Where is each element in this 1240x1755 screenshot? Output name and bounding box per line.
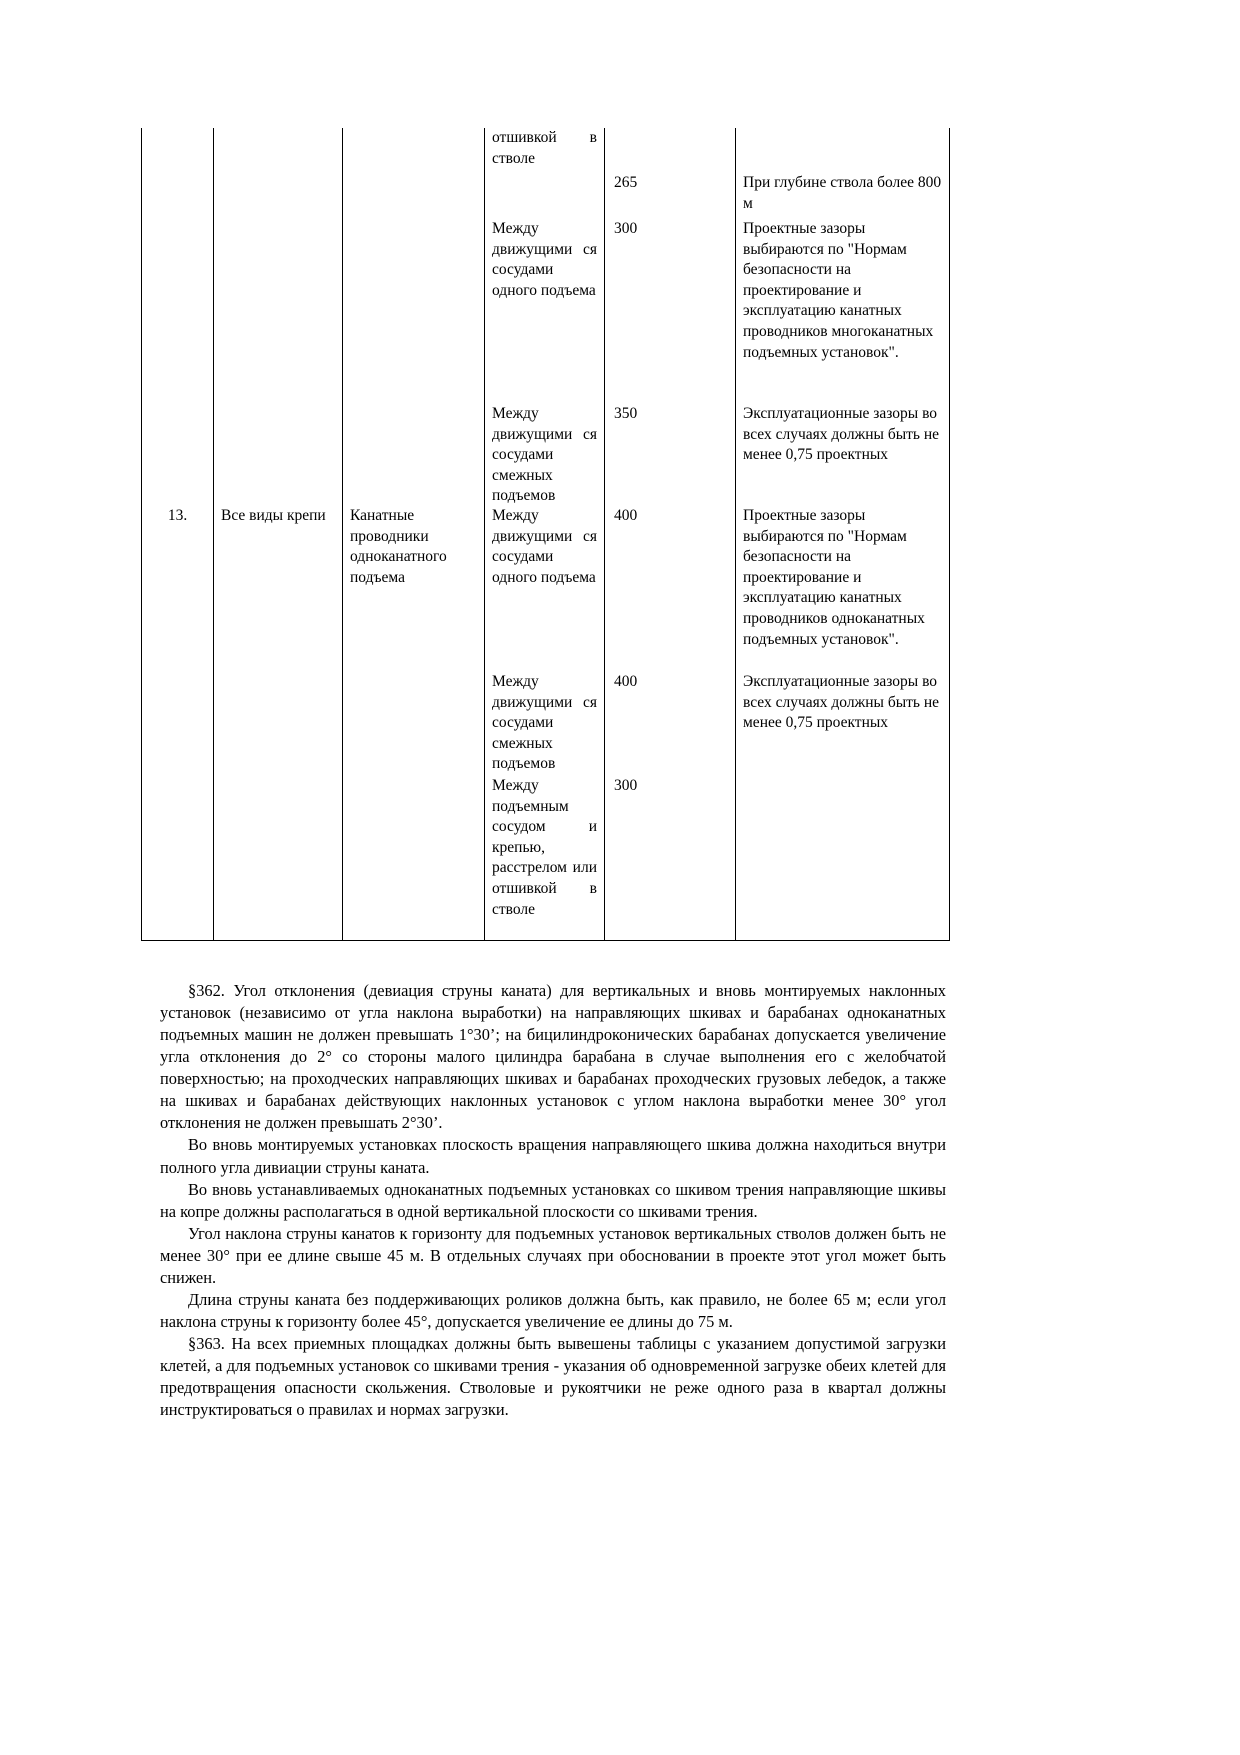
cell-support-type bbox=[214, 128, 343, 941]
gap-value-5: 300 bbox=[614, 777, 638, 794]
paragraph-363: §363. На всех приемных площадках должны быть вывешены таблицы с указанием допустимой загрузки клетей, а для подъемных установок со шкивами трения - указания об одновременной загрузке обеих клетей для предотвращения опасности скольжения. Стволовые и рукоятчики не реже одного раза в квартал должны инструктироваться о правилах и нормах загрузки. bbox=[160, 1334, 946, 1420]
gap-location-continued: отшивкой в стволе bbox=[492, 129, 597, 167]
gap-value-3: 400 bbox=[614, 507, 638, 524]
gap-value-2: 350 bbox=[614, 405, 638, 422]
gap-location-2: Между движущими ся сосудами смежных подъемов bbox=[492, 405, 597, 505]
note-0: При глубине ствола более 800 м bbox=[743, 174, 942, 212]
body-text bbox=[160, 980, 946, 1421]
cell-row-number bbox=[142, 128, 214, 941]
gap-location-1: Между движущими ся сосудами одного подъема bbox=[492, 220, 597, 299]
cell-notes bbox=[736, 128, 950, 941]
note-3: Проектные зазоры выбираются по "Нормам безопасности на проектирование и эксплуатацию канатных проводников одноканатных подъемных установок". bbox=[743, 507, 925, 648]
cell-conductor-type bbox=[343, 128, 485, 941]
gap-value-1: 300 bbox=[614, 220, 638, 237]
cell-gap-locations bbox=[485, 128, 605, 941]
paragraph-rope-angle: Угол наклона струны канатов к горизонту для подъемных установок вертикальных стволов должен быть не менее 30° при ее длине свыше 45 м. В отдельных случаях при обосновании в проекте этот угол может быть снижен. bbox=[160, 1223, 946, 1287]
regulations-table bbox=[141, 128, 950, 941]
paragraph-rope-length: Длина струны каната без поддерживающих роликов должна быть, как правило, не более 65 м; если угол наклона струны к горизонту более 45°, допускается увеличение ее длины до 75 м. bbox=[160, 1289, 946, 1331]
gap-value-0: 265 bbox=[614, 174, 638, 191]
note-2: Эксплуатационные зазоры во всех случаях должны быть не менее 0,75 проектных bbox=[743, 405, 940, 464]
conductor-type-value: Канатные проводники одноканатного подъема bbox=[350, 507, 447, 586]
note-1: Проектные зазоры выбираются по "Нормам безопасности на проектирование и эксплуатацию канатных проводников многоканатных подъемных установок". bbox=[743, 220, 934, 361]
table-row bbox=[142, 128, 950, 941]
gap-location-5: Между подъемным сосудом и крепью, расстрелом или отшивкой в стволе bbox=[492, 777, 597, 918]
cell-gap-values bbox=[605, 128, 736, 941]
gap-value-4: 400 bbox=[614, 673, 638, 690]
row-number-value: 13. bbox=[167, 507, 188, 524]
regulations-table-wrapper bbox=[141, 128, 949, 941]
support-type-value: Все виды крепи bbox=[221, 507, 326, 524]
note-4: Эксплуатационные зазоры во всех случаях должны быть не менее 0,75 проектных bbox=[743, 673, 940, 732]
paragraph-rotation-plane: Во вновь монтируемых установках плоскость вращения направляющего шкива должна находиться внутри полного угла дивиации струны каната. bbox=[160, 1135, 946, 1177]
gap-location-3: Между движущими ся сосудами одного подъема bbox=[492, 507, 597, 586]
paragraph-362: §362. Угол отклонения (девиация струны каната) для вертикальных и вновь монтируемых наклонных установок (независимо от угла наклона выработки) на направляющих шкивах и барабанах одноканатных подъемных машин не должен превышать 1°30’; на бицилиндроконических барабанах допускается увеличение угла отклонения до 2° со стороны малого цилиндра барабана в случае выполнения его с желобчатой поверхностью; на проходческих направляющих шкивах и барабанах проходческих грузовых лебедок, а также на шкивах и барабанах действующих наклонных установок с углом наклона выработки менее 30° угол отклонения не должен превышать 2°30’. bbox=[160, 981, 946, 1133]
paragraph-friction-pulley: Во вновь устанавливаемых одноканатных подъемных установках со шкивом трения направляющие шкивы на копре должны располагаться в одной вертикальной плоскости со шкивами трения. bbox=[160, 1179, 946, 1221]
gap-location-4: Между движущими ся сосудами смежных подъемов bbox=[492, 673, 597, 773]
